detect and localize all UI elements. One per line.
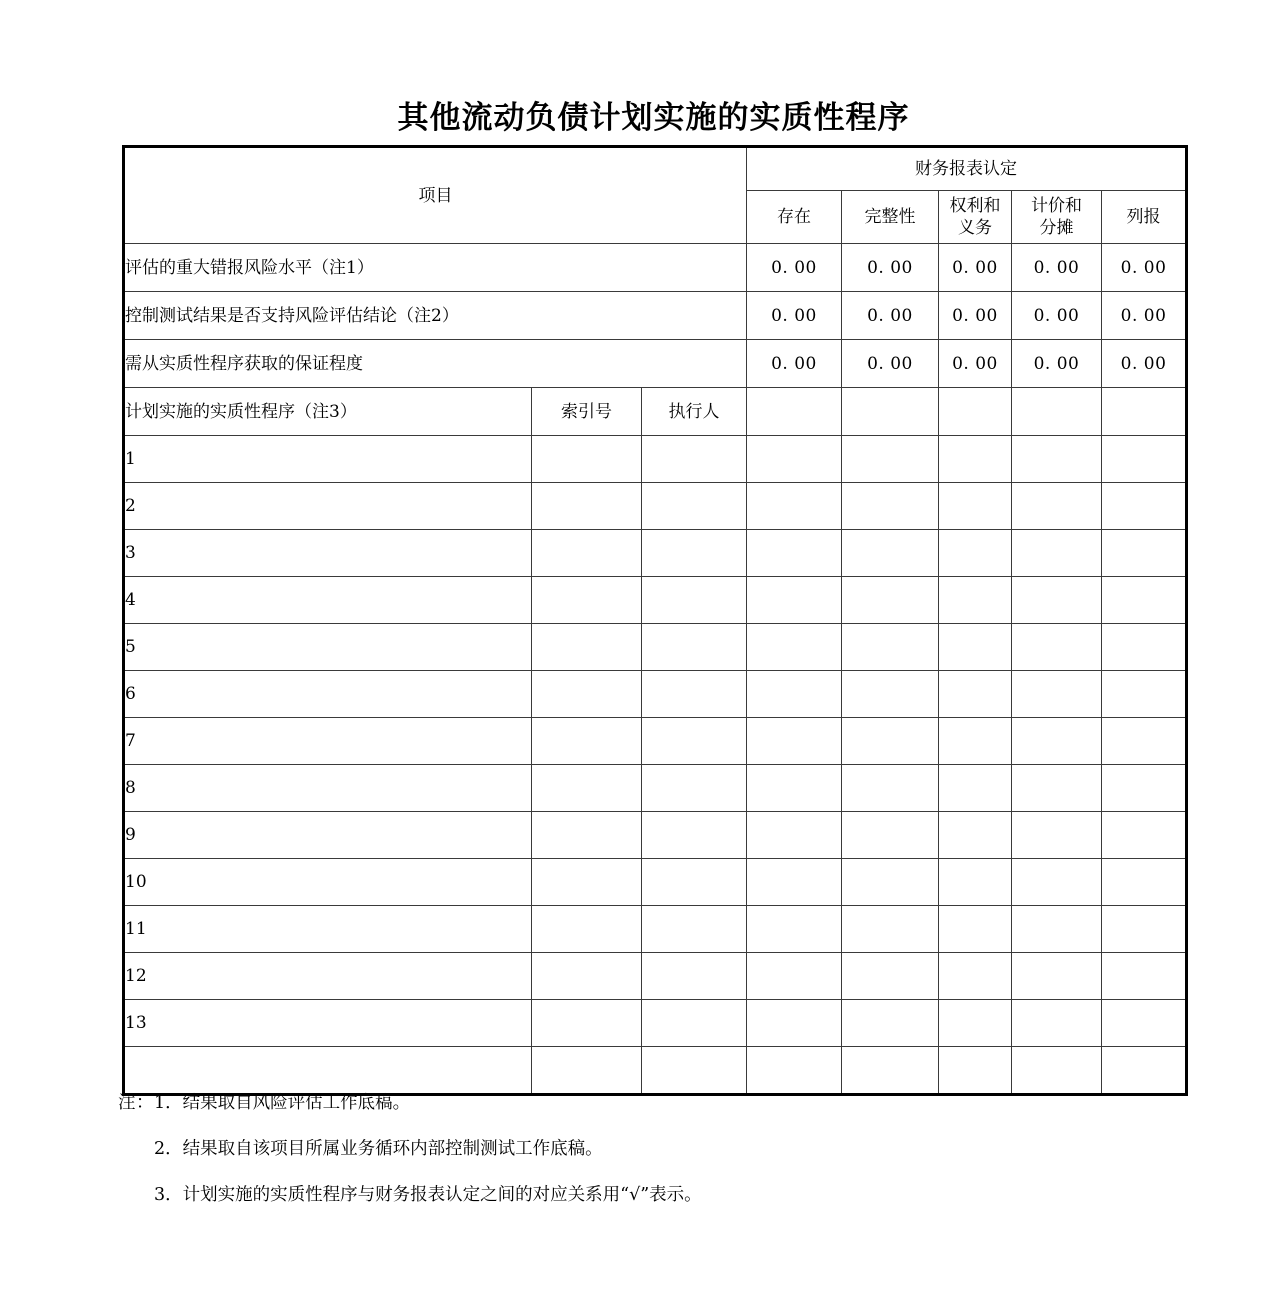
procedure-row-index[interactable] [532,483,642,530]
procedure-assertion-mark-cell[interactable] [842,953,939,1000]
footnotes [118,1092,1198,1230]
procedure-assertion-mark-cell[interactable] [1102,812,1187,859]
procedure-assertion-mark-cell[interactable] [747,906,842,953]
procedure-row-index[interactable] [532,718,642,765]
procedure-row-index[interactable] [532,671,642,718]
procedure-assertion-mark-cell[interactable] [747,859,842,906]
procedure-assertion-mark-cell[interactable] [747,1000,842,1047]
table-row [124,671,1187,718]
procedure-assertion-mark-cell[interactable] [939,906,1012,953]
footnote-3-text: 3．计划实施的实质性程序与财务报表认定之间的对应关系用“√”表示。 [154,1185,702,1205]
assessment-value-cell[interactable]: 0. 00 [747,244,842,292]
procedure-assertion-mark-cell[interactable] [1102,906,1187,953]
procedure-assertion-mark-cell[interactable] [1102,859,1187,906]
assessment-value-cell[interactable]: 0. 00 [1102,340,1187,388]
table-row [124,340,1187,388]
table-row [124,1000,1187,1047]
procedure-row-executor[interactable] [642,765,747,812]
page-title: 其他流动负债计划实施的实质性程序 [397,100,910,136]
procedure-row-seq[interactable]: 11 [124,906,532,953]
procedure-row-seq[interactable]: 9 [124,812,532,859]
procedure-row-seq[interactable]: 1 [124,436,532,483]
procedure-row-seq[interactable]: 5 [124,624,532,671]
procedure-assertion-mark-cell[interactable] [1012,1047,1102,1095]
procedure-header-spacer-cell [1102,388,1187,436]
procedure-assertion-mark-cell[interactable] [842,718,939,765]
procedure-row-index[interactable] [532,624,642,671]
procedure-row-index[interactable] [532,1000,642,1047]
procedure-assertion-mark-cell[interactable] [1012,530,1102,577]
table-row [124,483,1187,530]
procedure-assertion-mark-cell[interactable] [747,812,842,859]
procedure-assertion-mark-cell[interactable] [1012,812,1102,859]
procedure-row-seq[interactable]: 13 [124,1000,532,1047]
table-row [124,906,1187,953]
procedure-header-spacer-cell [747,388,842,436]
assessment-value-cell[interactable]: 0. 00 [747,292,842,340]
procedure-row-index[interactable] [532,1047,642,1095]
assessment-row-label: 评估的重大错报风险水平（注1） [124,244,747,292]
substantive-procedures-table [122,145,1188,1096]
column-header-assertion-1: 存在 [747,191,842,244]
procedure-assertion-mark-cell[interactable] [842,1047,939,1095]
procedure-assertion-mark-cell[interactable] [1102,577,1187,624]
procedure-assertion-mark-cell[interactable] [1102,483,1187,530]
procedure-header-spacer-cell [1012,388,1102,436]
table-row [124,765,1187,812]
procedure-header-row [124,388,1187,436]
procedure-header-label: 计划实施的实质性程序（注3） [124,388,532,436]
procedure-row-executor[interactable] [642,483,747,530]
procedure-assertion-mark-cell[interactable] [1102,436,1187,483]
assessment-row-label: 需从实质性程序获取的保证程度 [124,340,747,388]
footnote-lead: 注： [118,1093,154,1113]
procedure-assertion-mark-cell[interactable] [1012,1000,1102,1047]
procedure-assertion-mark-cell[interactable] [939,1000,1012,1047]
procedure-assertion-mark-cell[interactable] [939,765,1012,812]
table-row [124,812,1187,859]
procedure-row-executor[interactable] [642,577,747,624]
assessment-value-cell[interactable]: 0. 00 [842,244,939,292]
column-header-assertion-5: 列报 [1102,191,1187,244]
procedure-assertion-mark-cell[interactable] [747,765,842,812]
footnote-3 [118,1184,1198,1206]
procedure-assertion-mark-cell[interactable] [1102,718,1187,765]
procedure-row-executor[interactable] [642,436,747,483]
assessment-value-cell[interactable]: 0. 00 [1012,340,1102,388]
procedure-row-executor[interactable] [642,718,747,765]
column-header-assertion-4: 计价和 分摊 [1012,191,1102,244]
assessment-value-cell[interactable]: 0. 00 [939,292,1012,340]
assessment-value-cell[interactable]: 0. 00 [1102,292,1187,340]
table-row [124,859,1187,906]
procedure-assertion-mark-cell[interactable] [842,530,939,577]
procedure-row-seq[interactable]: 2 [124,483,532,530]
procedure-assertion-mark-cell[interactable] [939,671,1012,718]
procedure-row-index[interactable] [532,953,642,1000]
procedure-assertion-mark-cell[interactable] [1102,671,1187,718]
procedure-row-executor[interactable] [642,1000,747,1047]
table-row [124,624,1187,671]
assessment-value-cell[interactable]: 0. 00 [1102,244,1187,292]
procedure-assertion-mark-cell[interactable] [939,718,1012,765]
procedure-row-index[interactable] [532,859,642,906]
table-row [124,577,1187,624]
procedure-assertion-mark-cell[interactable] [747,530,842,577]
procedure-assertion-mark-cell[interactable] [842,577,939,624]
procedure-assertion-mark-cell[interactable] [842,483,939,530]
footnote-2 [118,1138,1198,1160]
procedure-row-executor[interactable] [642,530,747,577]
procedure-assertion-mark-cell[interactable] [747,624,842,671]
column-header-assertion-2: 完整性 [842,191,939,244]
procedure-row-seq[interactable] [124,1047,532,1095]
procedure-row-index[interactable] [532,436,642,483]
procedure-row-index[interactable] [532,577,642,624]
procedure-assertion-mark-cell[interactable] [939,1047,1012,1095]
procedure-header-spacer-cell [842,388,939,436]
assessment-value-cell[interactable]: 0. 00 [842,292,939,340]
procedure-row-executor[interactable] [642,624,747,671]
procedure-row-seq[interactable]: 6 [124,671,532,718]
procedure-assertion-mark-cell[interactable] [1102,1000,1187,1047]
procedure-row-seq[interactable]: 3 [124,530,532,577]
procedure-row-index[interactable] [532,765,642,812]
table-row [124,530,1187,577]
table-header-row-top [124,147,1187,191]
table-row [124,244,1187,292]
procedure-assertion-mark-cell[interactable] [939,859,1012,906]
procedure-assertion-mark-cell[interactable] [747,483,842,530]
assessment-value-cell[interactable]: 0. 00 [939,244,1012,292]
procedure-assertion-mark-cell[interactable] [1012,859,1102,906]
procedure-assertion-mark-cell[interactable] [842,671,939,718]
procedure-assertion-mark-cell[interactable] [747,953,842,1000]
procedure-assertion-mark-cell[interactable] [1012,624,1102,671]
column-header-assertions-group: 财务报表认定 [747,147,1187,191]
column-header-assertion-3: 权利和 义务 [939,191,1012,244]
table-row [124,292,1187,340]
procedure-assertion-mark-cell[interactable] [939,436,1012,483]
procedure-row-executor[interactable] [642,1047,747,1095]
procedure-row-seq[interactable]: 4 [124,577,532,624]
assessment-value-cell[interactable]: 0. 00 [747,340,842,388]
table-row [124,953,1187,1000]
procedure-assertion-mark-cell[interactable] [1102,624,1187,671]
column-header-item: 项目 [124,147,747,244]
column-header-index-no: 索引号 [532,388,642,436]
procedure-assertion-mark-cell[interactable] [747,718,842,765]
procedure-row-executor[interactable] [642,859,747,906]
procedure-assertion-mark-cell[interactable] [842,1000,939,1047]
procedure-row-seq[interactable]: 12 [124,953,532,1000]
procedure-row-index[interactable] [532,812,642,859]
procedure-assertion-mark-cell[interactable] [939,530,1012,577]
assessment-value-cell[interactable]: 0. 00 [1012,292,1102,340]
procedure-assertion-mark-cell[interactable] [747,436,842,483]
table-row [124,436,1187,483]
procedure-assertion-mark-cell[interactable] [1012,906,1102,953]
procedure-assertion-mark-cell[interactable] [939,953,1012,1000]
procedure-row-index[interactable] [532,906,642,953]
procedure-assertion-mark-cell[interactable] [1102,765,1187,812]
procedure-assertion-mark-cell[interactable] [842,906,939,953]
procedure-assertion-mark-cell[interactable] [1012,671,1102,718]
procedure-assertion-mark-cell[interactable] [939,812,1012,859]
procedure-row-index[interactable] [532,530,642,577]
assessment-value-cell[interactable]: 0. 00 [1012,244,1102,292]
procedure-row-seq[interactable]: 8 [124,765,532,812]
procedure-row-seq[interactable]: 10 [124,859,532,906]
procedure-assertion-mark-cell[interactable] [1012,483,1102,530]
assessment-value-cell[interactable]: 0. 00 [842,340,939,388]
procedure-assertion-mark-cell[interactable] [747,577,842,624]
procedure-assertion-mark-cell[interactable] [1012,718,1102,765]
procedure-assertion-mark-cell[interactable] [747,671,842,718]
footnote-1 [118,1092,1198,1114]
footnote-1-text: 1．结果取自风险评估工作底稿。 [154,1093,411,1113]
procedure-assertion-mark-cell[interactable] [842,436,939,483]
table-row [124,718,1187,765]
procedure-assertion-mark-cell[interactable] [1102,953,1187,1000]
procedure-assertion-mark-cell[interactable] [842,765,939,812]
procedure-assertion-mark-cell[interactable] [939,624,1012,671]
procedure-assertion-mark-cell[interactable] [1012,436,1102,483]
assessment-value-cell[interactable]: 0. 00 [939,340,1012,388]
procedure-assertion-mark-cell[interactable] [939,577,1012,624]
procedure-assertion-mark-cell[interactable] [1102,530,1187,577]
footnote-2-text: 2．结果取自该项目所属业务循环内部控制测试工作底稿。 [154,1139,603,1159]
procedure-assertion-mark-cell[interactable] [747,1047,842,1095]
substantive-procedures-table-wrapper [122,145,1185,1096]
procedure-row-executor[interactable] [642,671,747,718]
procedure-assertion-mark-cell[interactable] [1102,1047,1187,1095]
procedure-row-executor[interactable] [642,812,747,859]
procedure-assertion-mark-cell[interactable] [1012,577,1102,624]
procedure-assertion-mark-cell[interactable] [842,859,939,906]
procedure-row-executor[interactable] [642,906,747,953]
table-row [124,1047,1187,1095]
procedure-assertion-mark-cell[interactable] [842,624,939,671]
procedure-header-spacer-cell [939,388,1012,436]
column-header-executor: 执行人 [642,388,747,436]
procedure-assertion-mark-cell[interactable] [842,812,939,859]
procedure-row-executor[interactable] [642,953,747,1000]
procedure-assertion-mark-cell[interactable] [1012,953,1102,1000]
procedure-row-seq[interactable]: 7 [124,718,532,765]
assessment-row-label: 控制测试结果是否支持风险评估结论（注2） [124,292,747,340]
procedure-assertion-mark-cell[interactable] [1012,765,1102,812]
procedure-assertion-mark-cell[interactable] [939,483,1012,530]
